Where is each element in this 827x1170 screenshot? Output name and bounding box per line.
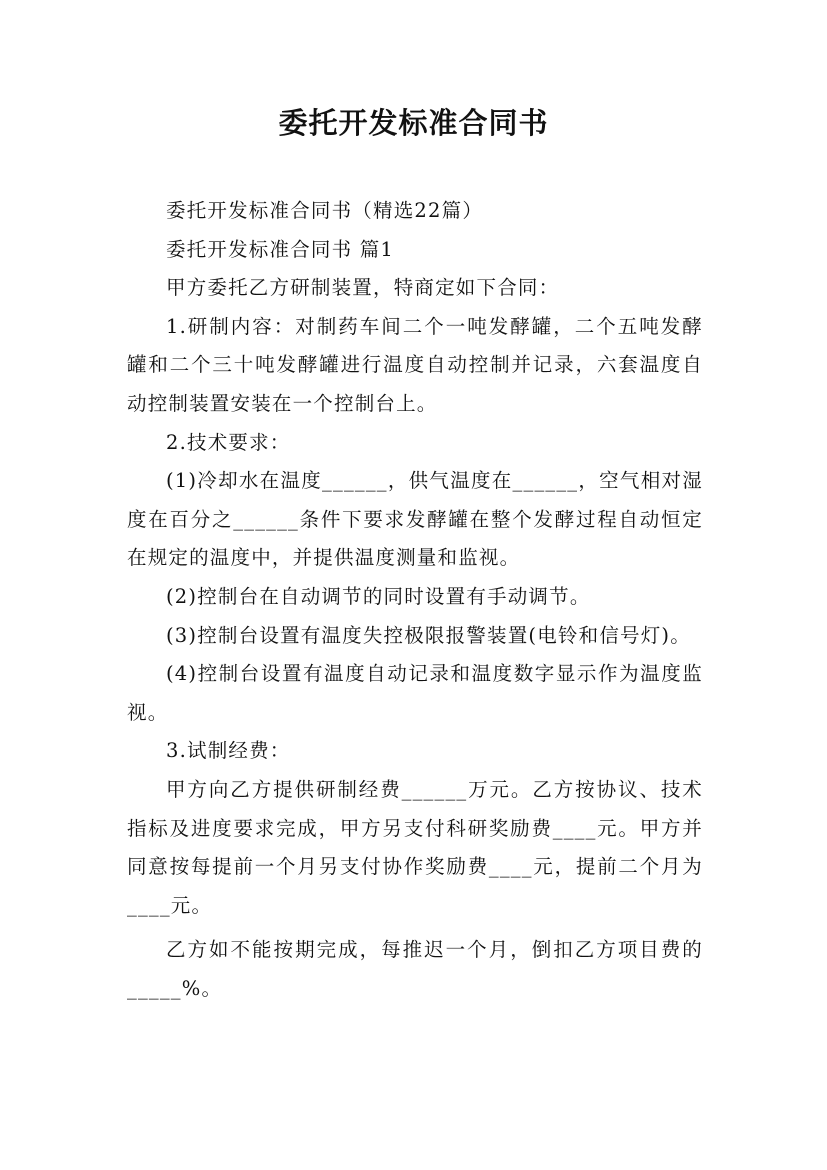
paragraph-requirement-1: (1)冷却水在温度______，供气温度在______，空气相对湿度在百分之______条件下要求发酵罐在整个发酵过程自动恒定在规定的温度中，并提供温度测量和监视。	[127, 469, 703, 570]
paragraph-requirement-3: (3)控制台设置有温度失控极限报警装置(电铃和信号灯)。	[166, 623, 691, 647]
paragraph-penalty-terms: 乙方如不能按期完成，每推迟一个月，倒扣乙方项目费的_____%。	[127, 938, 703, 1000]
paragraph-subtitle: 委托开发标准合同书（精选22篇）	[166, 199, 484, 222]
paragraph-funding-heading: 3.试制经费：	[166, 739, 291, 763]
paragraph-requirement-4: (4)控制台设置有温度自动记录和温度数字显示作为温度监视。	[127, 662, 703, 724]
paragraph-funding-terms: 甲方向乙方提供研制经费______万元。乙方按协议、技术指标及进度要求完成，甲方另支付科研奖励费____元。甲方并同意按每提前一个月另支付协作奖励费____元，提前二个月为____元。	[127, 777, 703, 917]
paragraph-intro: 甲方委托乙方研制装置，特商定如下合同：	[166, 276, 560, 300]
document-body	[127, 192, 703, 1008]
paragraph-research-content: 1.研制内容：对制药车间二个一吨发酵罐，二个五吨发酵罐和二个三十吨发酵罐进行温度自动控制并记录，六套温度自动控制装置安装在一个控制台上。	[127, 314, 703, 415]
document-title: 委托开发标准合同书	[278, 106, 549, 140]
paragraph-requirement-2: (2)控制台在自动调节的同时设置有手动调节。	[166, 584, 591, 608]
paragraph-section-heading: 委托开发标准合同书 篇1	[166, 237, 395, 261]
paragraph-tech-requirements-heading: 2.技术要求：	[166, 430, 291, 454]
